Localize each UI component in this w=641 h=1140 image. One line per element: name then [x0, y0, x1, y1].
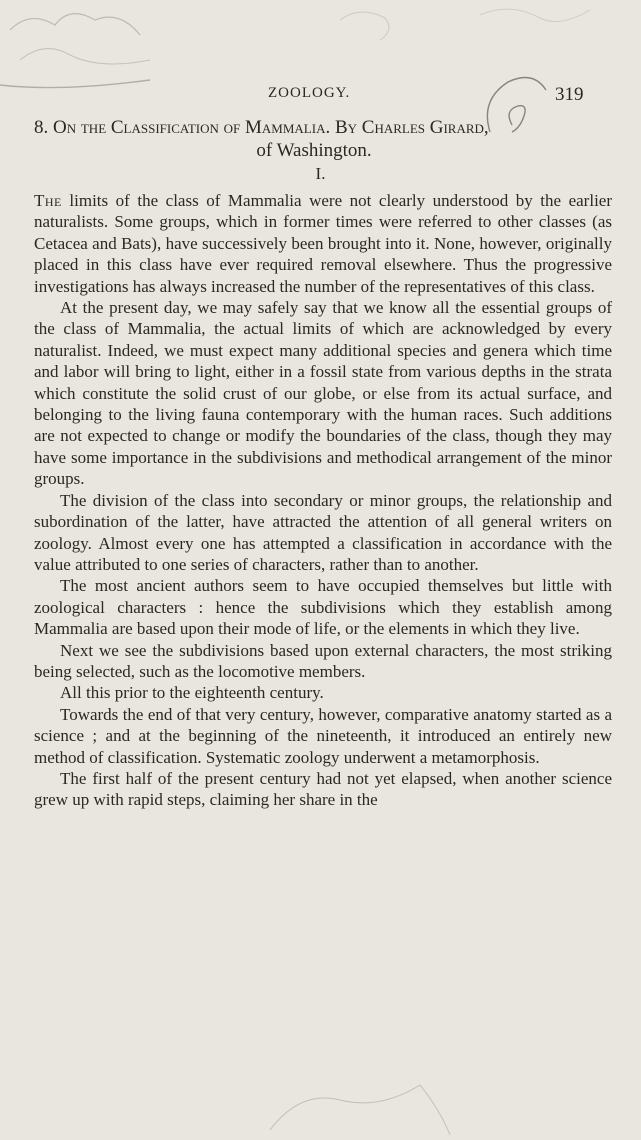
section-number: I. [315, 164, 326, 183]
article-title [34, 116, 624, 162]
paragraph [34, 190, 612, 297]
body-text [34, 190, 612, 811]
ink-stain-top-left [0, 0, 170, 100]
page-number: 319 [555, 84, 584, 105]
paragraph: The first half of the present century had not yet elapsed, when another science grew up with rapid steps, claiming her share in the [34, 768, 612, 810]
paragraph-text: limits of the class of Mammalia were not clearly understood by the earlier naturalists. Some groups, which in former times were referred to other classes (as Cetacea and Bats), have successively been brought into it. None, however, originally placed in this class have ever required removal elsewhere. Thus the progressive investigations has always increased the number of the representatives of this class. [34, 191, 612, 296]
ink-stain-bottom [240, 1080, 480, 1140]
paragraph: The most ancient authors seem to have occupied themselves but little with zoological characters : hence the subdivisions which they establish among Mammalia are based upon their mode of life, or the elements in which they live. [34, 576, 612, 639]
article-title-line-2: of Washington. [256, 140, 372, 161]
paragraph: All this prior to the eighteenth century. [60, 683, 324, 703]
paragraph: The division of the class into secondary or minor groups, the relationship and subordination of the latter, have attracted the attention of all general writers on zoology. Almost every one has attempted a classification in accordance with the value attributed to one series of characters, rather than to another. [34, 490, 612, 574]
paragraph: Next we see the subdivisions based upon external characters, the most striking being selected, such as the locomotive members. [34, 640, 612, 681]
paragraph: At the present day, we may safely say that we know all the essential groups of the class of Mammalia, the actual limits of which are acknowledged by every naturalist. Indeed, we must expect many additional species and genera which time and labor will bring to light, either in a fossil state from various depths in the strata which constitute the solid crust of our globe, or else from its actual surface, and belonging to the living fauna contemporary with the human races. Such additions are not expected to change or modify the boundaries of the class, though they may have some importance in the subdivisions and methodical arrangement of the minor groups. [34, 298, 612, 489]
article-title-line-1: 8. On the Classification of Mammalia. By Charles Girard, [34, 117, 489, 138]
paragraph: Towards the end of that very century, however, comparative anatomy started as a science ; and at the beginning of the nineteenth, it introduced an entirely new method of classification. Systematic zoology underwent a metamorphosis. [34, 704, 612, 767]
paragraph-lead-word: The [34, 191, 62, 210]
ink-stain-top-center [300, 0, 620, 80]
running-header: ZOOLOGY. [268, 85, 351, 101]
